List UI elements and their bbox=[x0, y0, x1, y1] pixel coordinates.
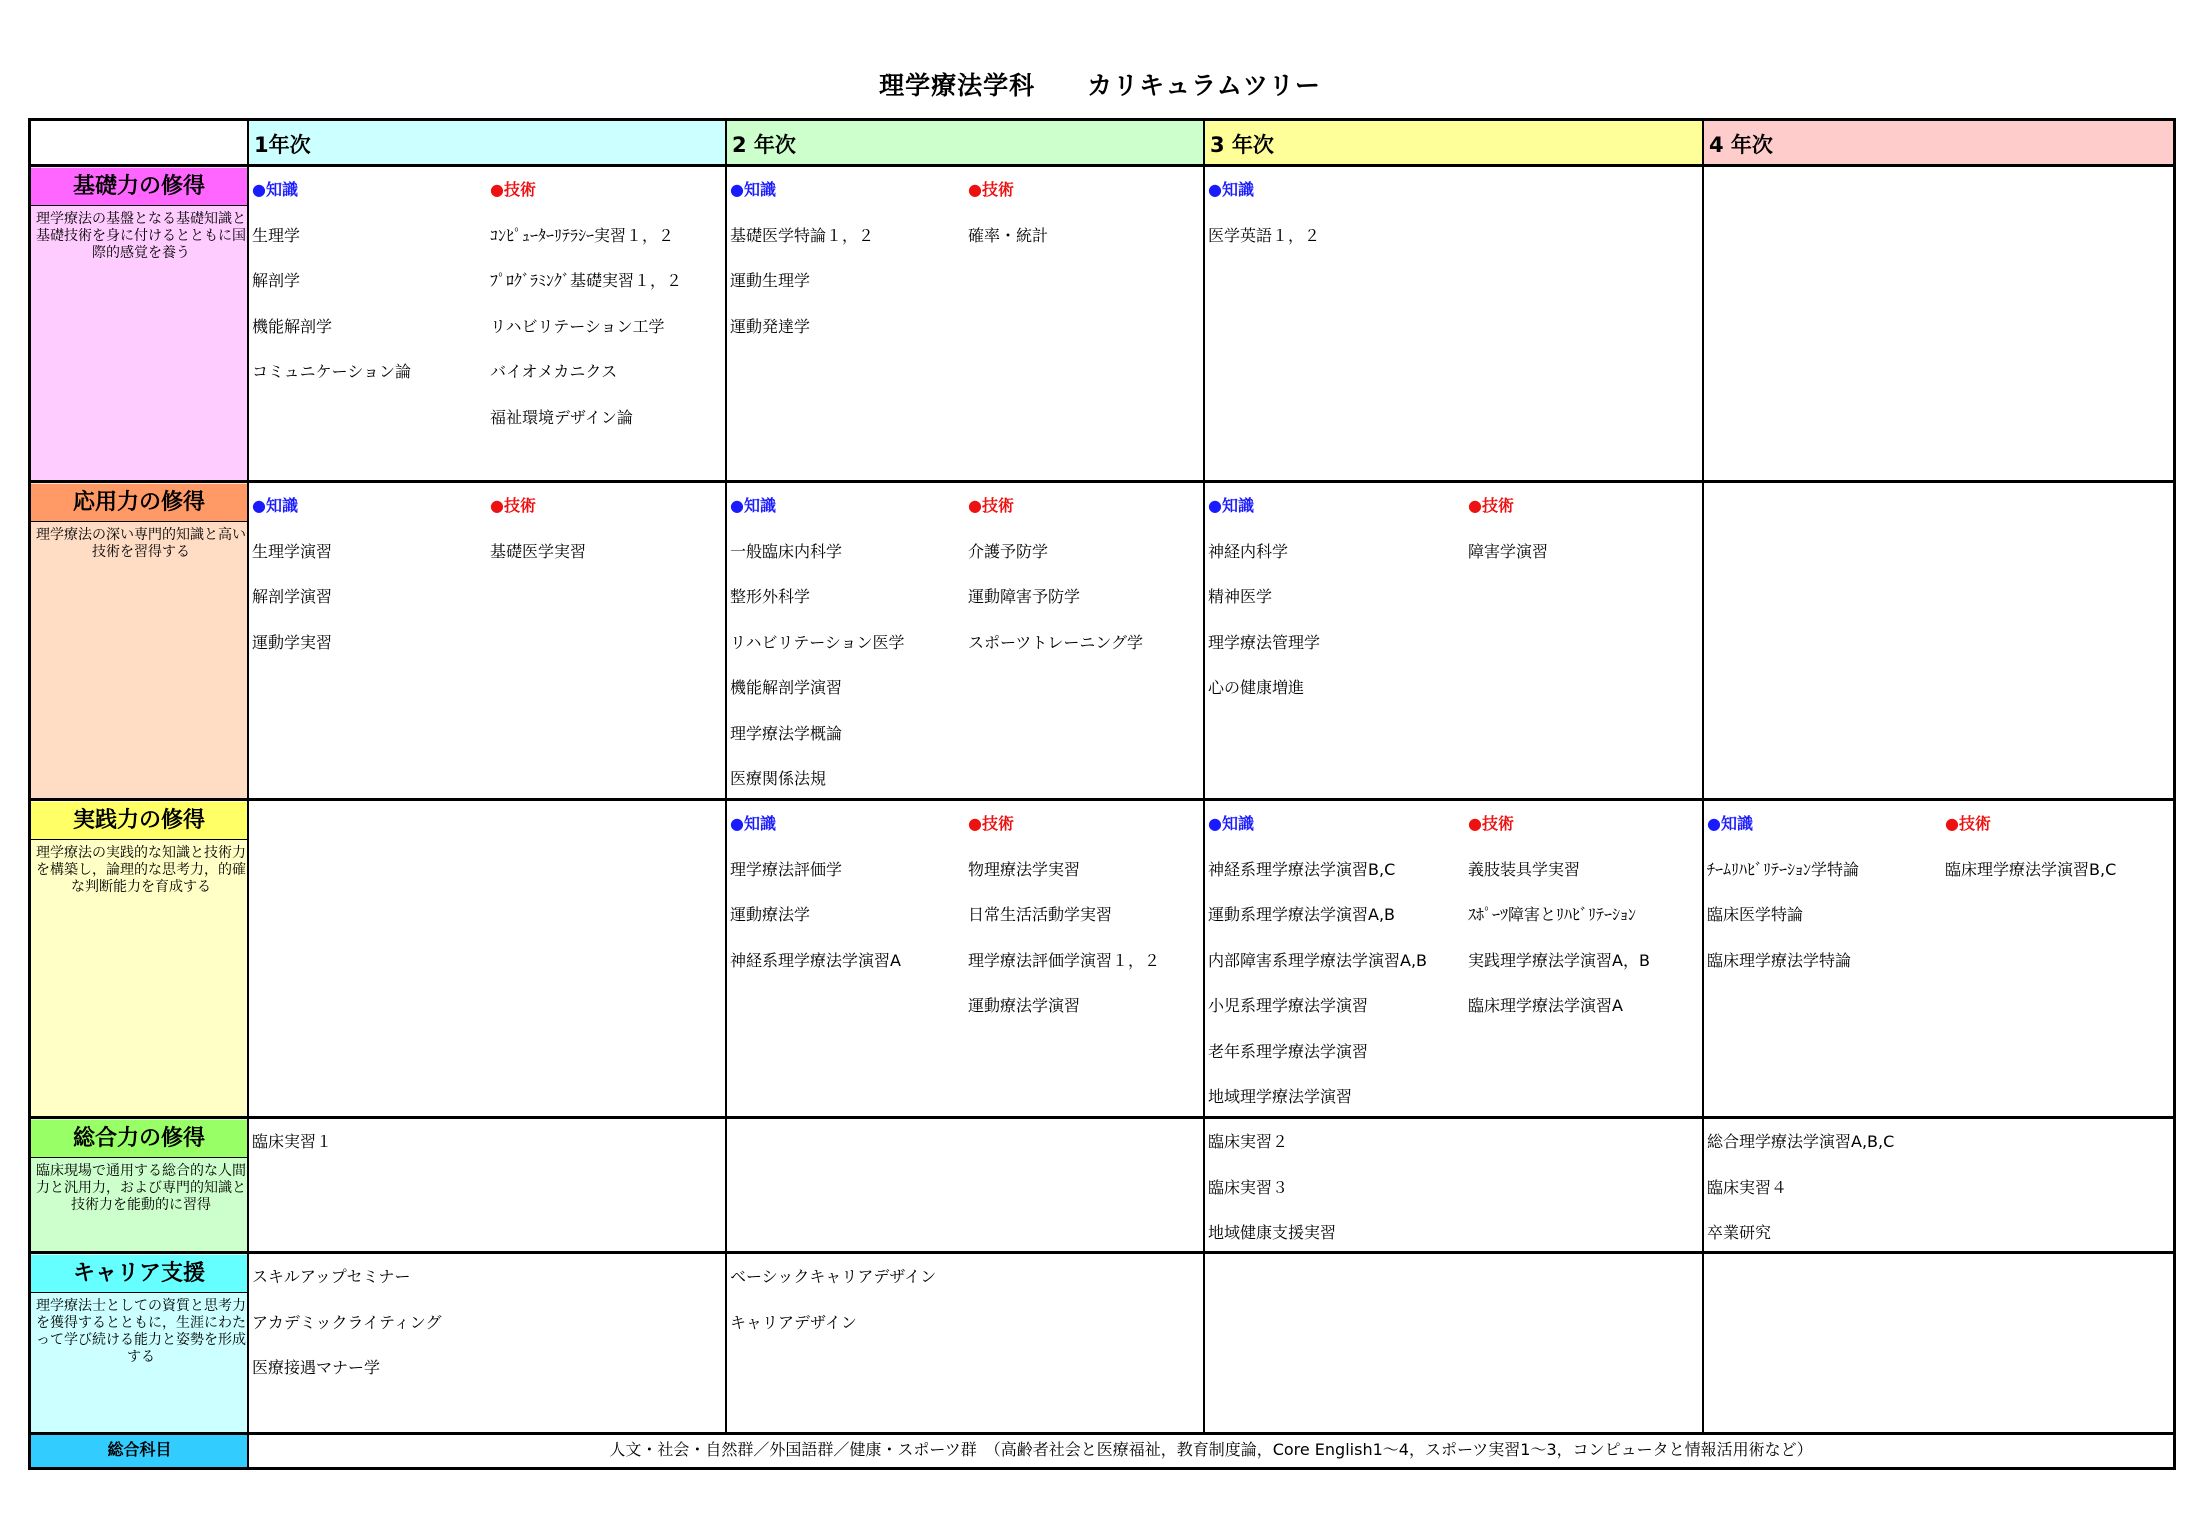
course-item: ﾁｰﾑﾘﾊﾋﾞﾘﾃｰｼｮﾝ学特論 bbox=[1707, 859, 1860, 879]
row-title-basic: 基礎力の修得 bbox=[31, 168, 247, 206]
course-item: キャリアデザイン bbox=[730, 1312, 857, 1332]
course-item: 運動生理学 bbox=[730, 271, 811, 290]
course-item: 小児系理学療法学演習 bbox=[1208, 996, 1369, 1015]
grid-vline bbox=[247, 121, 249, 1467]
year-header-1: 1年次 bbox=[248, 121, 726, 165]
knowledge-label: ●知識 bbox=[252, 496, 298, 515]
course-item: 介護予防学 bbox=[968, 541, 1049, 561]
course-item: 医療関係法規 bbox=[730, 769, 827, 788]
course-item: 基礎医学特論１，２ bbox=[730, 225, 875, 245]
knowledge-label: ●知識 bbox=[730, 814, 776, 833]
course-item: 臨床医学特論 bbox=[1707, 905, 1804, 924]
knowledge-label: ●知識 bbox=[252, 180, 298, 199]
row-desc-practice: 理学療法の実践的な知識と技術力を構築し，論理的な思考力，的確な判断能力を育成する bbox=[36, 845, 246, 895]
course-item: ﾌﾟﾛｸﾞﾗﾐﾝｸﾞ基礎実習１，２ bbox=[490, 271, 683, 290]
course-item: 生理学演習 bbox=[252, 541, 333, 561]
course-item: 臨床実習２ bbox=[1208, 1132, 1289, 1151]
row-desc-basic: 理学療法の基盤となる基礎知識と基礎技術を身に付けるとともに国際的感覚を養う bbox=[36, 211, 246, 261]
course-item: 義肢装具学実習 bbox=[1468, 859, 1581, 879]
knowledge-label: ●知識 bbox=[730, 180, 776, 199]
course-item: 一般臨床内科学 bbox=[730, 541, 843, 561]
course-item: 地域理学療法学演習 bbox=[1208, 1087, 1353, 1106]
course-item: 機能解剖学演習 bbox=[730, 678, 843, 697]
year-header-2: 2 年次 bbox=[726, 121, 1204, 165]
knowledge-label: ●知識 bbox=[1208, 814, 1254, 833]
course-item: 臨床実習３ bbox=[1208, 1177, 1289, 1197]
course-item: バイオメカニクス bbox=[490, 362, 618, 381]
grid-hline bbox=[31, 1432, 2173, 1435]
grid-vline bbox=[725, 121, 727, 1433]
course-item: 医学英語１，２ bbox=[1208, 225, 1321, 245]
course-item: 運動学実習 bbox=[252, 632, 333, 652]
course-item: 内部障害系理学療法学演習A,B bbox=[1208, 950, 1428, 970]
course-item: 理学療法評価学 bbox=[730, 859, 843, 879]
course-item: ｽﾎﾟｰﾂ障害とﾘﾊﾋﾞﾘﾃｰｼｮﾝ bbox=[1468, 905, 1637, 924]
knowledge-label: ●知識 bbox=[1707, 814, 1753, 833]
course-item: 福祉環境デザイン論 bbox=[490, 407, 633, 427]
curriculum-tree-title: カリキュラムツリー bbox=[1087, 71, 1321, 100]
course-item: 理学療法管理学 bbox=[1208, 632, 1321, 652]
course-item: 臨床理学療法学演習A bbox=[1468, 996, 1623, 1015]
course-item: 物理療法学実習 bbox=[968, 859, 1081, 879]
course-item: 基礎医学実習 bbox=[490, 541, 587, 561]
skill-label: ●技術 bbox=[1945, 814, 1991, 833]
row-title-career: キャリア支援 bbox=[31, 1255, 247, 1293]
course-item: 運動障害予防学 bbox=[968, 587, 1081, 606]
course-item: アカデミックライティング bbox=[252, 1312, 442, 1332]
course-item: 理学療法学概論 bbox=[730, 723, 843, 743]
course-item: スポーツトレーニング学 bbox=[968, 632, 1144, 652]
course-item: 地域健康支援実習 bbox=[1208, 1223, 1337, 1242]
curriculum-table bbox=[28, 118, 2176, 1470]
row-title-practice: 実践力の修得 bbox=[31, 802, 247, 840]
row-label-basic bbox=[31, 165, 248, 481]
row-title-integrated: 総合力の修得 bbox=[31, 1120, 247, 1158]
course-item: 運動療法学 bbox=[730, 905, 811, 924]
skill-label: ●技術 bbox=[968, 180, 1014, 199]
grid-hline bbox=[31, 798, 2173, 801]
page-title bbox=[0, 66, 2200, 102]
course-item: 機能解剖学 bbox=[252, 316, 333, 336]
skill-label: ●技術 bbox=[968, 814, 1014, 833]
course-item: 臨床実習４ bbox=[1707, 1177, 1788, 1197]
row-label-career bbox=[31, 1252, 248, 1433]
row-title-applied: 応用力の修得 bbox=[31, 484, 247, 522]
skill-label: ●技術 bbox=[968, 496, 1014, 515]
course-item: リハビリテーション医学 bbox=[730, 632, 905, 652]
course-item: 解剖学演習 bbox=[252, 587, 333, 606]
knowledge-label: ●知識 bbox=[1208, 180, 1254, 199]
course-item: 解剖学 bbox=[252, 271, 301, 290]
grid-vline bbox=[1702, 121, 1704, 1433]
course-item: 運動発達学 bbox=[730, 316, 811, 336]
course-item: 理学療法評価学演習１，２ bbox=[968, 950, 1161, 970]
course-item: 神経系理学療法学演習A bbox=[730, 950, 901, 970]
row-desc-integrated: 臨床現場で通用する総合的な人間力と汎用力，および専門的知識と技術力を能動的に習得 bbox=[36, 1163, 246, 1213]
department-title: 理学療法学科 bbox=[879, 71, 1036, 100]
course-item: スキルアップセミナー bbox=[252, 1267, 411, 1286]
course-item: リハビリテーション工学 bbox=[490, 316, 665, 336]
course-item: 心の健康増進 bbox=[1208, 678, 1305, 697]
skill-label: ●技術 bbox=[490, 496, 536, 515]
course-item: 卒業研究 bbox=[1707, 1223, 1772, 1242]
row-label-applied bbox=[31, 481, 248, 799]
course-item: 医療接遇マナー学 bbox=[252, 1358, 381, 1377]
general-subjects-label: 総合科目 bbox=[31, 1433, 248, 1467]
row-desc-applied: 理学療法の深い専門的知識と高い技術を習得する bbox=[36, 527, 246, 560]
course-item: 日常生活活動学実習 bbox=[968, 905, 1113, 924]
course-item: 確率・統計 bbox=[968, 225, 1049, 245]
skill-label: ●技術 bbox=[490, 180, 536, 199]
course-item: 運動系理学療法学演習A,B bbox=[1208, 905, 1396, 924]
course-item: 生理学 bbox=[252, 225, 301, 245]
skill-label: ●技術 bbox=[1468, 814, 1514, 833]
course-item: 精神医学 bbox=[1208, 587, 1273, 606]
knowledge-label: ●知識 bbox=[730, 496, 776, 515]
knowledge-label: ●知識 bbox=[1208, 496, 1254, 515]
year-header-4: 4 年次 bbox=[1703, 121, 2173, 165]
grid-hline bbox=[31, 480, 2173, 483]
course-item: コミュニケーション論 bbox=[252, 362, 412, 381]
year-header-3: 3 年次 bbox=[1204, 121, 1703, 165]
course-item: 運動療法学演習 bbox=[968, 996, 1081, 1015]
course-item: 実践理学療法学演習A，B bbox=[1468, 950, 1650, 970]
grid-hline bbox=[31, 1251, 2173, 1254]
course-item: 障害学演習 bbox=[1468, 541, 1549, 561]
grid-hline bbox=[31, 164, 2173, 167]
skill-label: ●技術 bbox=[1468, 496, 1514, 515]
course-item: ベーシックキャリアデザイン bbox=[730, 1267, 937, 1286]
course-item: ｺﾝﾋﾟｭｰﾀｰﾘﾃﾗｼｰ実習１，２ bbox=[490, 225, 675, 245]
general-subjects-text: 人文・社会・自然群／外国語群／健康・スポーツ群 （高齢者社会と医療福祉，教育制度論，Core English1～4，スポーツ実習1～3，コンピュータと情報活用術など） bbox=[609, 1440, 1813, 1459]
course-item: 整形外科学 bbox=[730, 587, 811, 606]
course-item: 神経系理学療法学演習B,C bbox=[1208, 859, 1396, 879]
course-item: 臨床理学療法学演習B,C bbox=[1945, 859, 2117, 879]
course-item: 神経内科学 bbox=[1208, 541, 1289, 561]
grid-hline bbox=[31, 1116, 2173, 1119]
course-item: 老年系理学療法学演習 bbox=[1208, 1041, 1369, 1061]
row-label-practice bbox=[31, 799, 248, 1117]
grid-vline bbox=[1203, 121, 1205, 1433]
course-item: 臨床実習１ bbox=[252, 1132, 333, 1151]
row-desc-career: 理学療法士としての資質と思考力を獲得するとともに，生涯にわたって学び続ける能力と姿勢を形成する bbox=[36, 1298, 246, 1365]
course-item: 臨床理学療法学特論 bbox=[1707, 950, 1852, 970]
row-label-integrated bbox=[31, 1117, 248, 1252]
course-item: 総合理学療法学演習A,B,C bbox=[1707, 1132, 1895, 1151]
